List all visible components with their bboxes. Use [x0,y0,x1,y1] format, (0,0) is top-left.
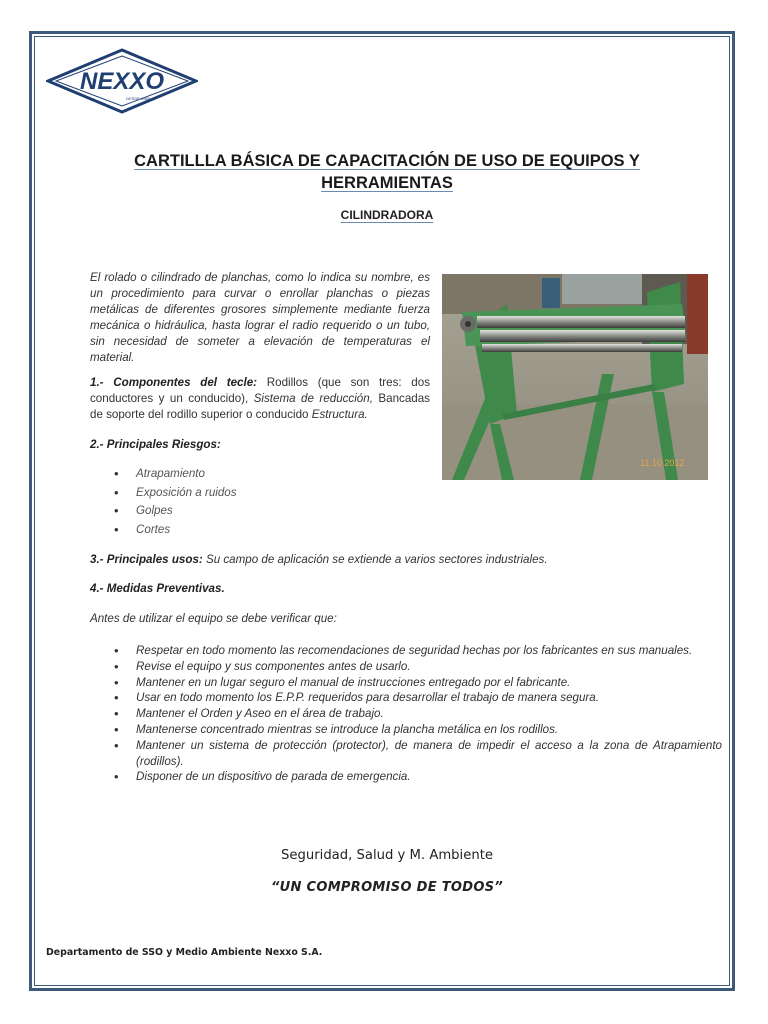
list-item: • Mantener en un lugar seguro el manual de instrucciones entregado por el fabricante. [114,675,722,691]
section-risks-heading: 2.- Principales Riesgos: [90,438,221,451]
list-item: • Atrapamiento [114,467,237,486]
logo-text: NEXXO [79,68,165,95]
intro-paragraph: El rolado o cilindrado de planchas, como lo indica su nombre, es un procedimiento para curvar o enrollar planchas o piezas metálicas de diferentes grosores simplemente mediante fuerza mecánica o hidráulica, hasta lograr el radio requerido o un tubo, sin necesidad de someter a elevación de temperaturas el material. [90,271,430,364]
list-item: • Respetar en todo momento las recomendaciones de seguridad hechas por los fabricantes en sus manuales. [114,643,722,659]
list-item: • Mantener un sistema de protección (protector), de manera de impedir el acceso a la zona de Atrapamiento (rodillos). [114,738,722,770]
section-uses: 3.- Principales usos: Su campo de aplicación se extiende a varios sectores industriales. [90,553,548,566]
document-subtitle: CILINDRADORA [340,208,434,222]
list-item: • Cortes [114,523,237,542]
cylinder-machine-photo [442,274,708,480]
section-components: 1.- Componentes del tecle: Rodillos (que son tres: dos conductores y un conducido), Sistema de reducción, Bancadas de soporte del rodillo superior o conducido Estructura. [90,376,431,421]
risks-list [114,467,237,541]
footer-motto: “UN COMPROMISO DE TODOS” [270,880,504,895]
list-item: • Mantenerse concentrado mientras se introduce la plancha metálica en los rodillos. [114,722,722,738]
list-item: • Disponer de un dispositivo de parada de emergencia. [114,769,722,785]
document-title: CARTILLLA BÁSICA DE CAPACITACIÓN DE USO DE EQUIPOS Y HERRAMIENTAS [134,152,640,192]
logo-tagline: DESDE 1985 [126,96,150,101]
list-item: • Exposición a ruidos [114,486,237,505]
section-uses-heading: 3.- Principales usos: [90,553,203,566]
list-item: • Mantener el Orden y Aseo en el área de trabajo. [114,706,722,722]
department-name: Departamento de SSO y Medio Ambiente Nexxo S.A. [46,947,323,958]
photo-date-stamp: 11 10 2012 [640,458,685,468]
section-components-heading: 1.- Componentes del tecle: [90,376,258,389]
list-item: • Usar en todo momento los E.P.P. requeridos para desarrollar el trabajo de manera segura. [114,690,722,706]
nexxo-logo [46,48,198,114]
section-measures-preamble: Antes de utilizar el equipo se debe verificar que: [90,612,337,625]
section-measures-heading: 4.- Medidas Preventivas. [90,582,225,595]
list-item: • Revise el equipo y sus componentes antes de usarlo. [114,659,722,675]
measures-list [114,643,722,785]
footer-slogan: Seguridad, Salud y M. Ambiente [281,848,493,863]
list-item: • Golpes [114,504,237,523]
